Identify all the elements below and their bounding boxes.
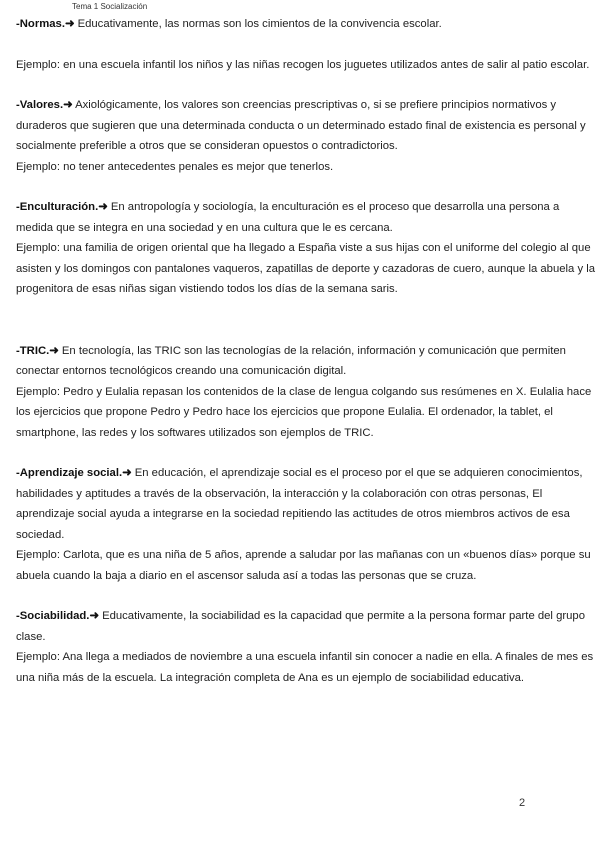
example-text: Ejemplo: no tener antecedentes penales es mejor que tenerlos. bbox=[16, 160, 334, 173]
section-sociabilidad bbox=[16, 606, 596, 688]
section-aprendizaje-social bbox=[16, 463, 596, 586]
term-heading: -TRIC. bbox=[16, 344, 50, 357]
definition-paragraph bbox=[16, 197, 596, 238]
example-text: Ejemplo: Carlota, que es una niña de 5 años, aprende a saludar por las mañanas con un «buenos días» porque su abuela cuando la baja a diario en el ascensor saluda así a todas las personas que se cruza. bbox=[16, 549, 591, 582]
arrow-icon: ➜ bbox=[63, 99, 73, 111]
term-heading: -Valores. bbox=[16, 99, 64, 111]
running-header: Tema 1 Socialización bbox=[72, 2, 148, 11]
arrow-icon: ➜ bbox=[49, 344, 59, 357]
definition-paragraph bbox=[16, 341, 596, 382]
definition-text: En antropología y sociología, la enculturación es el proceso que desarrolla una persona a medida que se integra en una sociedad y en una cultura que le es cercana. bbox=[16, 201, 560, 234]
example-text: Ejemplo: en una escuela infantil los niños y las niñas recogen los juguetes utilizados antes de salir al patio escolar. bbox=[16, 58, 590, 71]
example-text: Ejemplo: una familia de origen oriental que ha llegado a España viste a sus hijas con el uniforme del colegio al que asisten y los domingos con pantalones vaqueros, zapatillas de deporte y cazadoras de cuero, aunque la abuela y la progenitora de esas niñas sigan vistiendo todos los días de la semana saris. bbox=[16, 242, 596, 295]
definition-text: En educación, el aprendizaje social es el proceso por el que se adquieren conocimientos, habilidades y aptitudes a través de la observación, la interacción y la colaboración con otras personas, El aprendizaje social ayuda a integrarse en la sociedad repitiendo las actitudes de otros miembros activos de esa sociedad. bbox=[16, 467, 583, 541]
term-heading: -Normas. bbox=[16, 18, 65, 30]
term-heading: -Sociabilidad. bbox=[16, 610, 90, 622]
document-body bbox=[16, 14, 596, 688]
arrow-icon: ➜ bbox=[89, 610, 99, 622]
definition-text: En tecnología, las TRIC son las tecnologías de la relación, información y comunicación que permiten conectar entornos tecnológicos creando una comunicación digital. bbox=[16, 344, 566, 377]
arrow-icon: ➜ bbox=[122, 467, 132, 479]
section-tric bbox=[16, 341, 596, 444]
definition-text: Educativamente, las normas son los cimientos de la convivencia escolar. bbox=[77, 18, 442, 30]
definition-paragraph bbox=[16, 14, 596, 35]
definition-paragraph bbox=[16, 95, 596, 157]
arrow-icon: ➜ bbox=[98, 201, 108, 213]
example-text: Ejemplo: Pedro y Eulalia repasan los contenidos de la clase de lengua colgando sus resúmenes en X. Eulalia hace los ejercicios que propone Pedro y Pedro hace los ejercicios que propone Eulalia. El ordenador, la tablet, el smartphone, las redes y los softwares utilizados son ejemplos de TRIC. bbox=[16, 385, 592, 439]
section-valores bbox=[16, 95, 596, 177]
term-heading: -Enculturación. bbox=[16, 201, 99, 213]
definition-text: Educativamente, la sociabilidad es la capacidad que permite a la persona formar parte del grupo clase. bbox=[16, 610, 585, 643]
page-number: 2 bbox=[519, 797, 526, 809]
example-text: Ejemplo: Ana llega a mediados de noviembre a una escuela infantil sin conocer a nadie en ella. A finales de mes es una niña más de la escuela. La integración completa de Ana es un ejemplo de sociabilidad educativa. bbox=[16, 651, 594, 684]
arrow-icon: ➜ bbox=[64, 18, 75, 30]
definition-paragraph bbox=[16, 606, 596, 647]
definition-text: Axiológicamente, los valores son creencias prescriptivas o, si se prefiere principios normativos y duraderos que sugieren que una determinada conducta o un determinado estado final de existencia es personal y socialmente preferible a otros que se consideran opuestos o contradictorios. bbox=[16, 99, 586, 152]
term-heading: -Aprendizaje social. bbox=[16, 467, 123, 479]
section-normas bbox=[16, 14, 596, 75]
section-enculturacion bbox=[16, 197, 596, 300]
definition-paragraph bbox=[16, 463, 596, 545]
